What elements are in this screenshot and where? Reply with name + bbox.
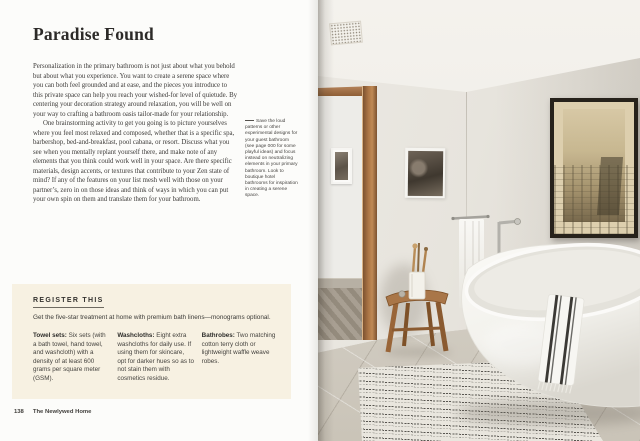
page-title: Paradise Found xyxy=(33,24,154,44)
running-title: The Newlywed Home xyxy=(32,409,92,415)
register-column-washcloths: Washcloths: Eight extra washcloths for daily use. If using them for skincare, opt for darker hues so as to not stain them with cosmetics residue. xyxy=(117,332,194,382)
paragraph-1: Personalization in the primary bathroom is not just about what you behold but about what you experience. You want to create a serene space where you can both feel grounded and at ease, and the pieces you introduce to this private space can help you reach your wished-for level of quietude. By centering your decoration strategy around relaxation, you will be well on your way to crafting a bathroom oasis tailor-made for your relationship. xyxy=(33,63,238,118)
register-column-bathrobes: Bathrobes: Two matching cotton terry cloth or lightweight waffle weave robes. xyxy=(201,332,276,365)
margin-note-text: Save the loud patterns or other experimental designs for your guest bathroom (see page 000 for some playful ideas) and focus instead on neutralizing elements in your primary bathroom. Look to boutique hotel bathrooms for inspiration in creating a serene space. xyxy=(245,119,298,199)
paragraph-2: One brainstorming activity to get you going is to picture yourselves where you feel most relaxed and composed, whether that is a specific spa, barbershop, bed-and-breakfast, pool cabana, or resort. Discuss what you see when you mentally replant yourself there, and make note of any elements that you think could work well in your space. Are there specific materials, design accents, or textures that contribute to your Zen state of mind? If any of the features on your list mesh well with those on your partner’s, zero in on those ideas and think of ways in which you can put your own spin on them and translate them for your bathroom. xyxy=(33,120,235,203)
register-heading: REGISTER THIS xyxy=(33,297,279,304)
register-this-box xyxy=(12,284,291,399)
margin-note xyxy=(245,119,298,200)
left-page xyxy=(0,0,318,441)
register-column-towel-sets: Towel sets: Six sets (with a bath towel, hand towel, and washcloth) with a density of at least 600 grams per square meter (GSM). xyxy=(33,332,106,382)
page-number: 138 xyxy=(14,409,24,415)
gutter-shadow xyxy=(318,0,640,441)
body-copy xyxy=(33,62,238,205)
note-dash-rule xyxy=(245,120,254,121)
register-columns xyxy=(33,332,279,384)
bathroom-photo xyxy=(318,0,640,441)
register-intro: Get the five-star treatment at home with premium bath linens—monograms optional. xyxy=(33,314,271,321)
page-footer xyxy=(14,409,91,415)
